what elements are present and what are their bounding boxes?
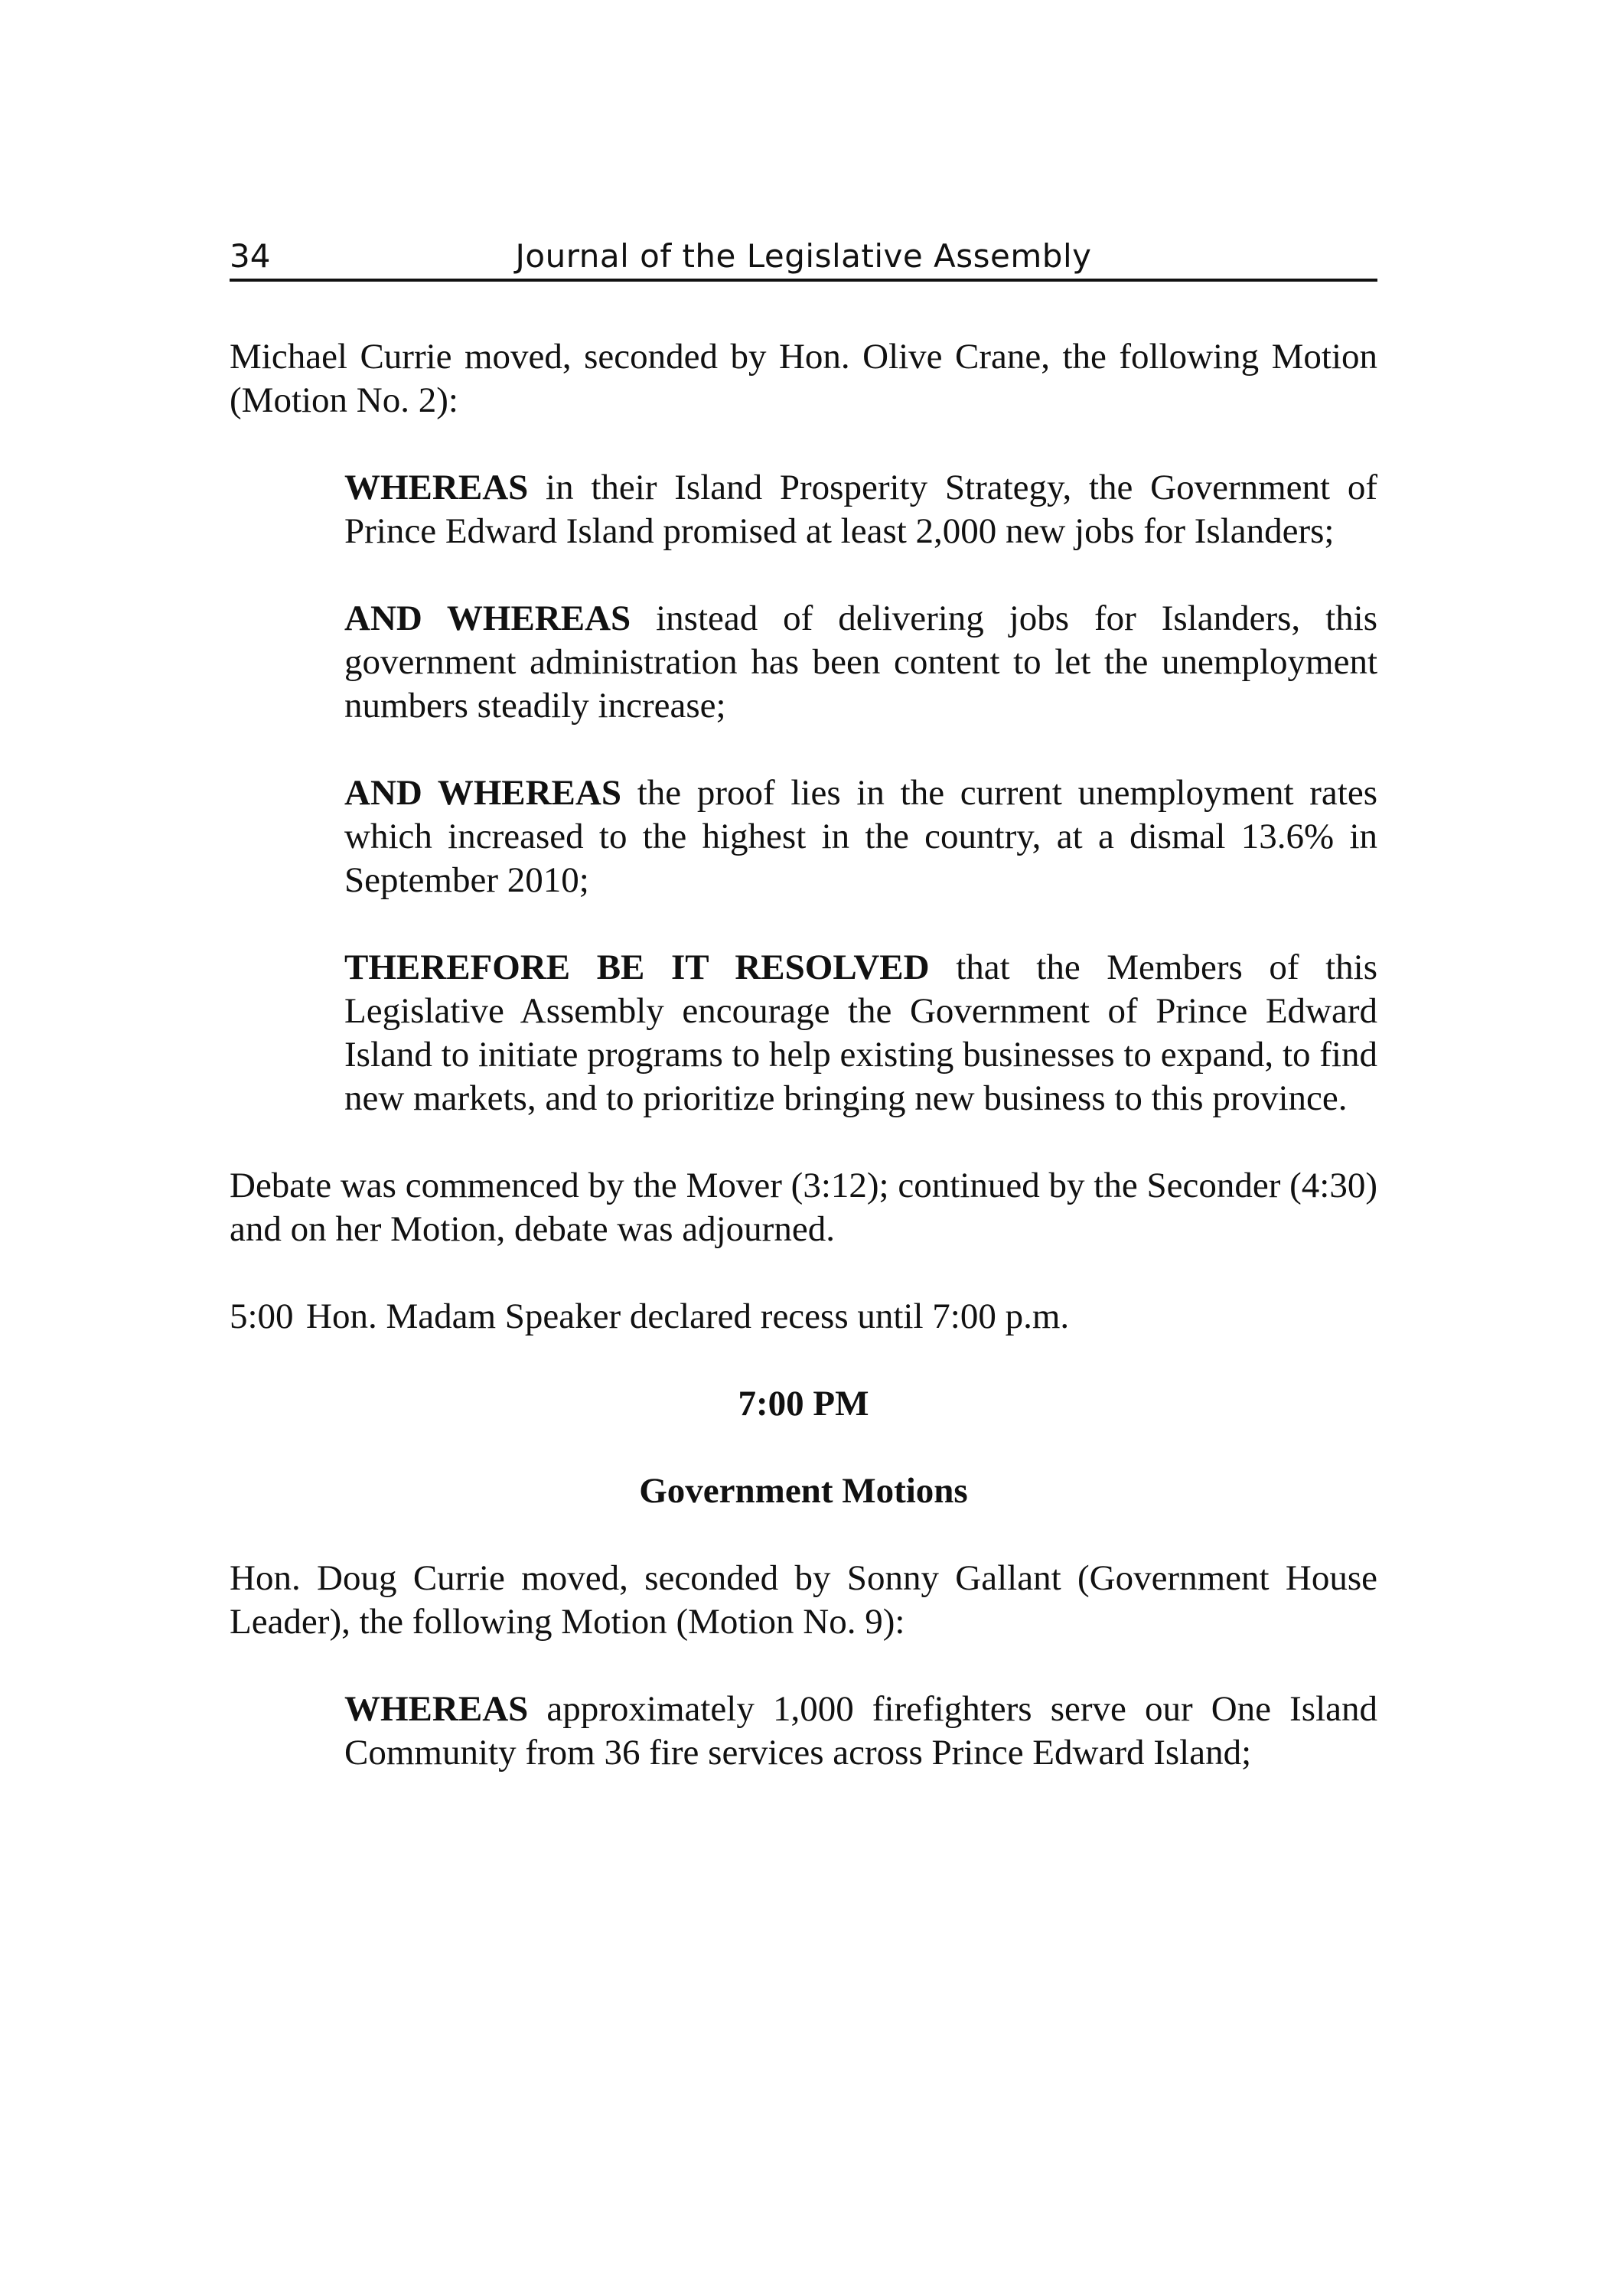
motion-2-clause-2: [344, 597, 1377, 728]
clause-text: that the Members of this Legislative Assembly encourage the Government of Prince Edward Island to initiate programs to help existing businesses to expand, to find new markets, and to prioritize bringing new business to this province.: [344, 947, 1377, 1118]
journal-body: [230, 335, 1377, 1818]
clause-keyword: AND WHEREAS: [344, 773, 621, 813]
page-number: 34: [230, 237, 271, 275]
motion-9-clause-1: [344, 1688, 1377, 1775]
motion-2-debate: Debate was commenced by the Mover (3:12); continued by the Seconder (4:30) and on her Motion, debate was adjourned.: [230, 1166, 1377, 1249]
motion-2-clause-3: [344, 771, 1377, 902]
motion-2-clause-1: [344, 466, 1377, 553]
clause-text: instead of delivering jobs for Islanders, this government administration has been content to let the unemployment numbers steadily increase;: [344, 598, 1377, 726]
clause-keyword: THEREFORE BE IT RESOLVED: [344, 947, 930, 987]
clause-text: the proof lies in the current unemployment rates which increased to the highest in the country, at a dismal 13.6% in September 2010;: [344, 773, 1377, 900]
recess-entry: [230, 1295, 1377, 1339]
motion-9-intro: Hon. Doug Currie moved, seconded by Sonny Gallant (Government House Leader), the following Motion (Motion No. 9):: [230, 1558, 1377, 1642]
evening-sitting-heading: 7:00 PM: [738, 1384, 869, 1424]
clause-text: approximately 1,000 firefighters serve our One Island Community from 36 fire services across Prince Edward Island;: [344, 1689, 1377, 1773]
clause-keyword: WHEREAS: [344, 468, 529, 507]
running-header: [230, 234, 1377, 282]
journal-title: Journal of the Legislative Assembly: [515, 237, 1092, 275]
recess-time: 5:00: [230, 1296, 294, 1336]
motion-2-intro: Michael Currie moved, seconded by Hon. Olive Crane, the following Motion (Motion No. 2):: [230, 337, 1377, 420]
clause-keyword: AND WHEREAS: [344, 598, 631, 638]
recess-text: Hon. Madam Speaker declared recess until 7:00 p.m.: [306, 1296, 1070, 1336]
section-heading-government-motions: Government Motions: [639, 1471, 968, 1511]
clause-keyword: WHEREAS: [344, 1689, 529, 1729]
clause-text: in their Island Prosperity Strategy, the Government of Prince Edward Island promised at least 2,000 new jobs for Islanders;: [344, 468, 1377, 551]
motion-2-resolution: [344, 946, 1377, 1120]
journal-page: [230, 0, 1377, 2296]
